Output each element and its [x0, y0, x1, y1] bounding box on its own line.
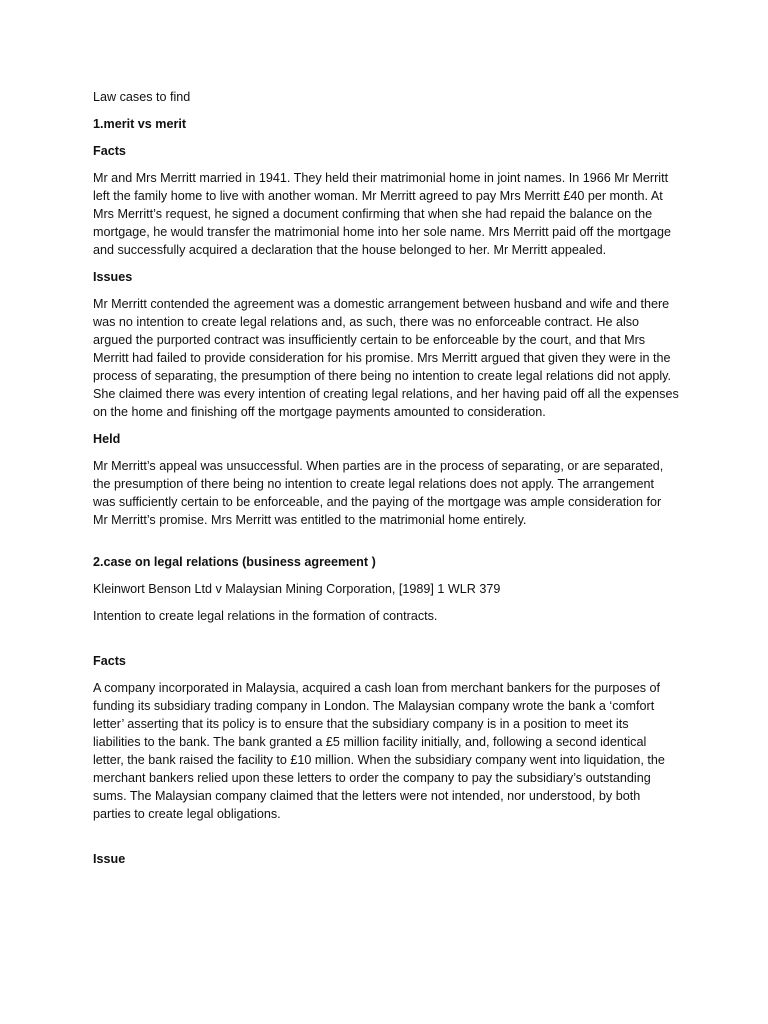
- case2-citation: Kleinwort Benson Ltd v Malaysian Mining Corporation, [1989] 1 WLR 379: [93, 582, 501, 596]
- case1-facts-heading: Facts: [93, 144, 126, 158]
- case1-issues-heading: Issues: [93, 270, 133, 284]
- case1-facts-paragraph: Mr and Mrs Merritt married in 1941. They held their matrimonial home in joint names. In 1966 Mr Merritt left the family home to live with another woman. Mr Merritt agreed to pay Mrs Merritt £40 per month. At Mrs Merritt’s request, he signed a document confirming that when she had repaid the balance on the mortgage, he would transfer the matrimonial home into her sole name. Mrs Merritt paid off the mortgage and successfully acquired a declaration that the house belonged to her. Mr Merritt appealed.: [93, 171, 671, 257]
- case1-issues-paragraph: Mr Merritt contended the agreement was a domestic arrangement between husband and wife and there was no intention to create legal relations and, as such, there was no enforceable contract. He also argued the purported contract was insufficiently certain to be enforceable by the court, and that Mrs Merritt had failed to provide consideration for his promise. Mrs Merritt argued that given they were in the process of separating, the presumption of there being no intention to create legal relations did not apply. She claimed there was every intention of creating legal relations, and her having paid off all the expenses on the home and finishing off the mortgage payments amounted to consideration.: [93, 297, 679, 419]
- case2-issue-heading: Issue: [93, 852, 126, 866]
- case2-topic: Intention to create legal relations in the formation of contracts.: [93, 609, 438, 623]
- case1-held-heading: Held: [93, 432, 121, 446]
- case2-facts-heading: Facts: [93, 654, 126, 668]
- document-page: [93, 88, 679, 877]
- case2-title: 2.case on legal relations (business agreement ): [93, 555, 376, 569]
- case1-held-paragraph: Mr Merritt’s appeal was unsuccessful. When parties are in the process of separating, or are separated, the presumption of there being no intention to create legal relations does not apply. The arrangement was sufficiently certain to be enforceable, and the paying of the mortgage was ample consideration for Mr Merritt’s promise. Mrs Merritt was entitled to the matrimonial home entirely.: [93, 459, 664, 527]
- document-heading: Law cases to find: [93, 90, 191, 104]
- case1-title: 1.merit vs merit: [93, 117, 187, 131]
- case2-facts-paragraph: A company incorporated in Malaysia, acquired a cash loan from merchant bankers for the purposes of funding its subsidiary trading company in London. The Malaysian company wrote the bank a ‘comfort letter’ asserting that its policy is to ensure that the subsidiary company is in a position to meet its liabilities to the bank. The bank granted a £5 million facility initially, and, following a second identical letter, the bank raised the facility to £10 million. When the subsidiary company went into liquidation, the merchant bankers relied upon these letters to order the company to pay the subsidiary’s outstanding sums. The Malaysian company claimed that the letters were not intended, nor understood, by both parties to create legal obligations.: [93, 681, 665, 821]
